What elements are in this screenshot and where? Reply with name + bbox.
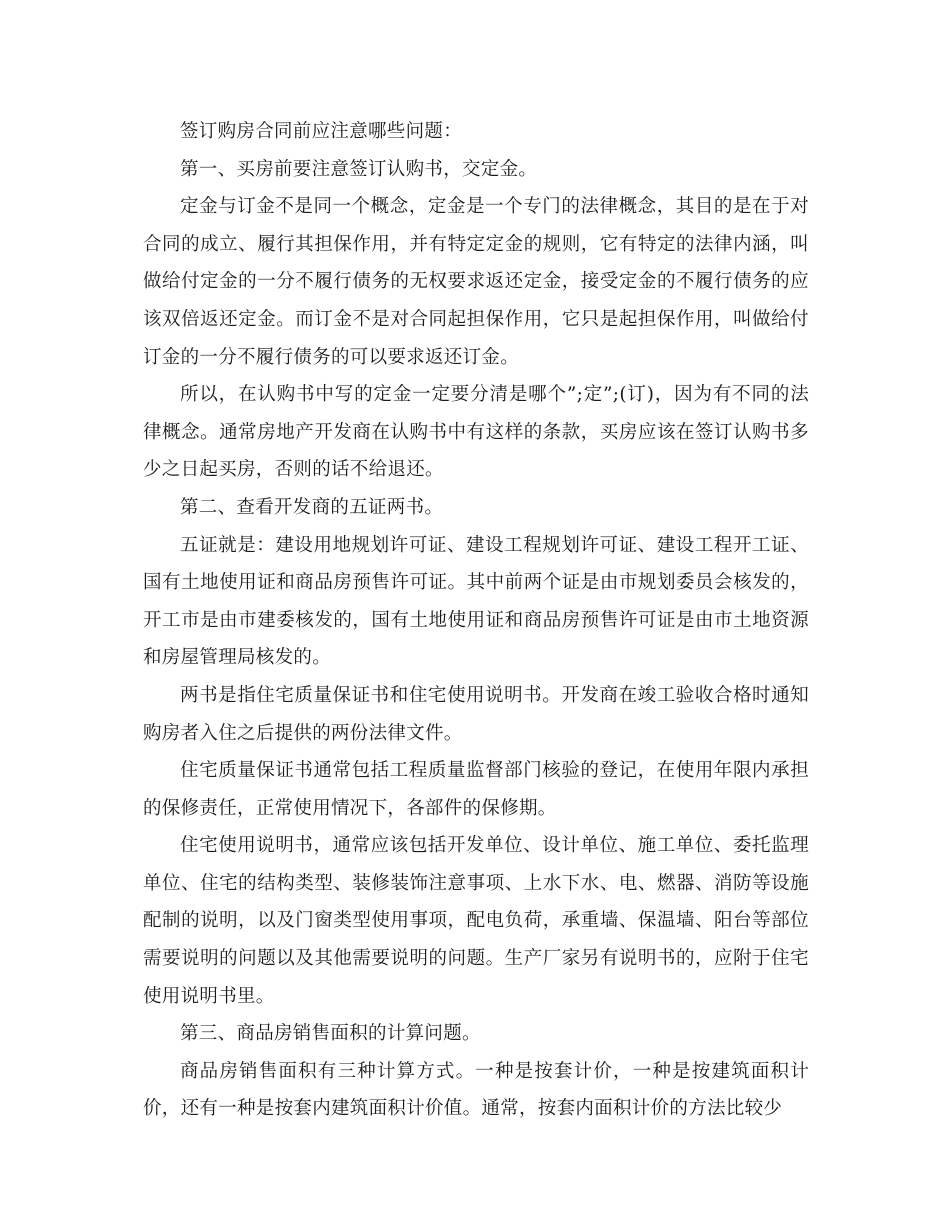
body-paragraph: 住宅使用说明书，通常应该包括开发单位、设计单位、施工单位、委托监理单位、住宅的结构类型、装修装饰注意事项、上水下水、电、燃器、消防等设施配制的说明，以及门窗类型使用事项，配电负荷，承重墙、保温墙、阳台等部位需要说明的问题以及其他需要说明的问题。生产厂家另有说明书的，应附于住宅使用说明书里。 xyxy=(143,835,809,1007)
body-paragraph: 商品房销售面积有三种计算方式。一种是按套计价，一种是按建筑面积计价，还有一种是按套内建筑面积计价值。通常，按套内面积计价的方法比较少 xyxy=(143,1060,809,1120)
body-paragraph: 所以，在认购书中写的定金一定要分清是哪个”;定”;(订)，因为有不同的法律概念。通常房地产开发商在认购书中有这样的条款，买房应该在签订认购书多少之日起买房，否则的话不给退还。 xyxy=(143,384,809,481)
document-body xyxy=(143,113,809,1128)
body-paragraph: 两书是指住宅质量保证书和住宅使用说明书。开发商在竣工验收合格时通知购房者入住之后提供的两份法律文件。 xyxy=(143,684,809,744)
section-heading: 签订购房合同前应注意哪些问题： xyxy=(180,121,463,142)
body-paragraph: 定金与订金不是同一个概念，定金是一个专门的法律概念，其目的是在于对合同的成立、履行其担保作用，并有特定定金的规则，它有特定的法律内涵，叫做给付定金的一分不履行债务的无权要求返还定金，接受定金的不履行债务的应该双倍返还定金。而订金不是对合同起担保作用，它只是起担保作用，叫做给付订金的一分不履行债务的可以要求返还订金。 xyxy=(143,196,809,368)
item-heading: 第一、买房前要注意签订认购书，交定金。 xyxy=(180,158,538,180)
item-heading: 第二、查看开发商的五证两书。 xyxy=(180,496,444,518)
body-paragraph: 五证就是：建设用地规划许可证、建设工程规划许可证、建设工程开工证、国有土地使用证和商品房预售许可证。其中前两个证是由市规划委员会核发的，开工市是由市建委核发的，国有土地使用证和商品房预售许可证是由市土地资源和房屋管理局核发的。 xyxy=(143,534,809,669)
body-paragraph: 住宅质量保证书通常包括工程质量监督部门核验的登记，在使用年限内承担的保修责任，正常使用情况下，各部件的保修期。 xyxy=(143,760,809,819)
item-heading: 第三、商品房销售面积的计算问题。 xyxy=(180,1023,481,1045)
